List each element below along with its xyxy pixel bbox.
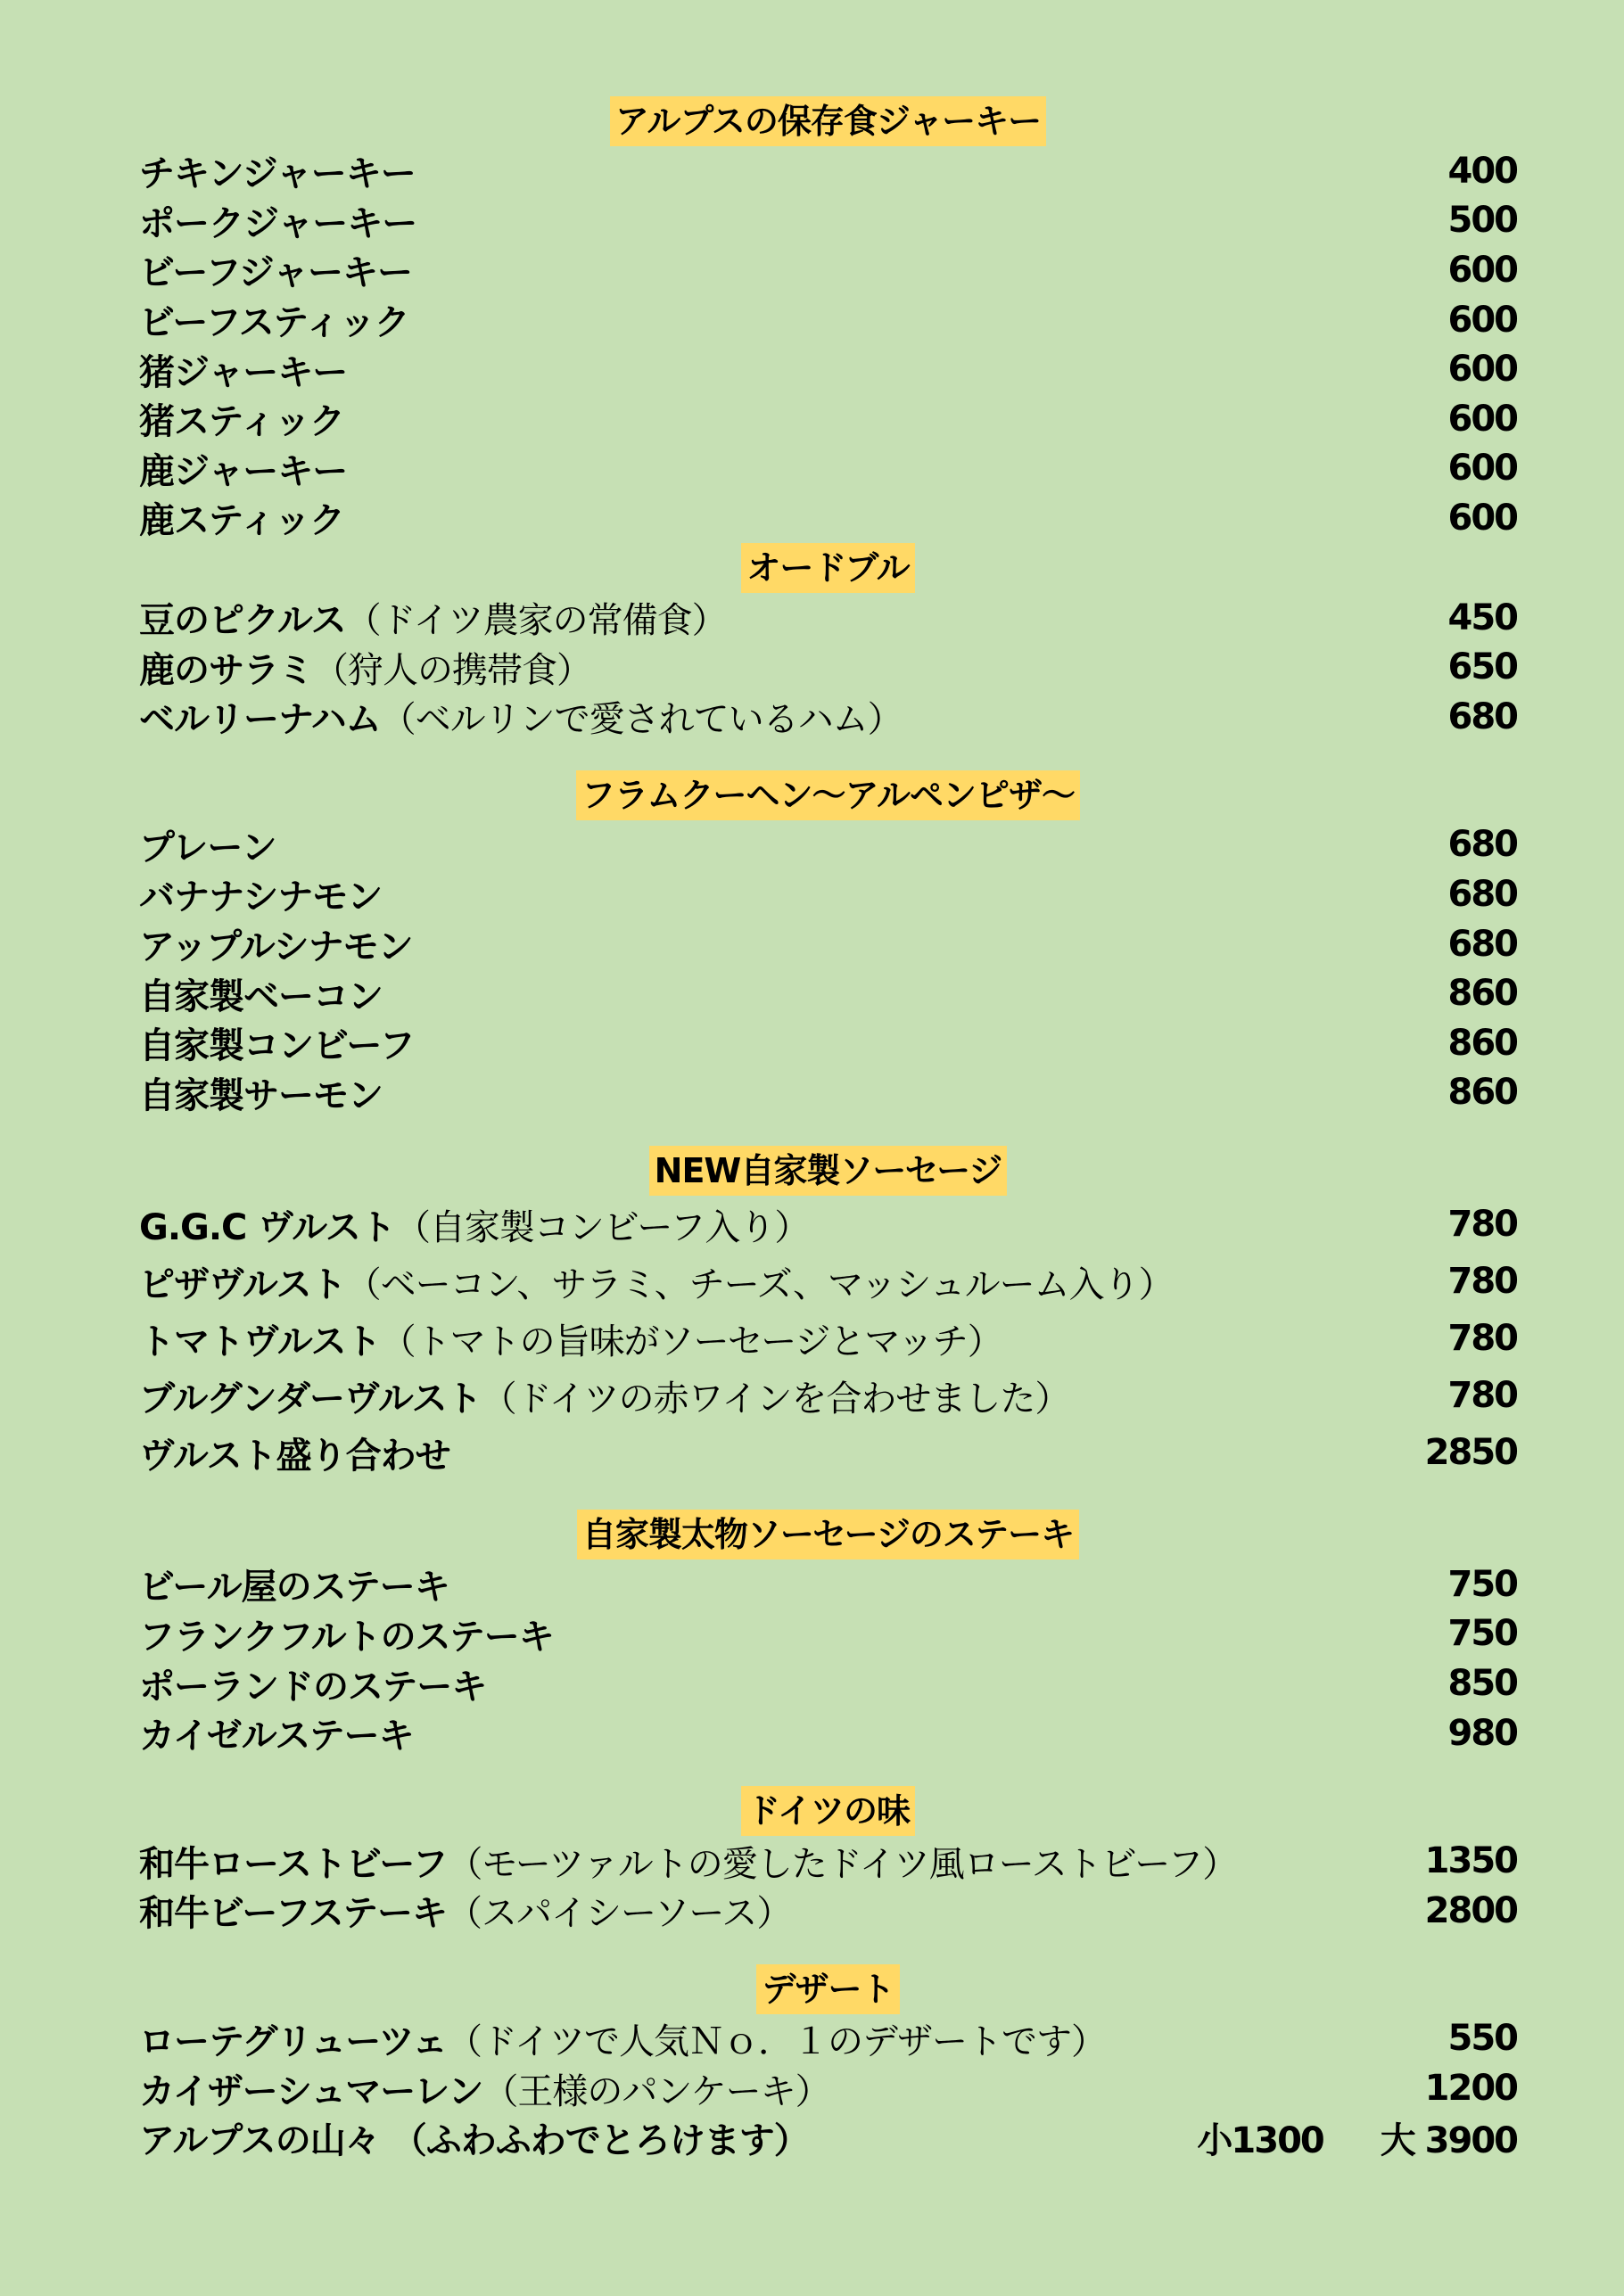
- menu-item: [139, 593, 1517, 643]
- item-name: バナナシナモン: [139, 876, 383, 918]
- menu-item: [139, 1836, 1517, 1886]
- menu-item: [139, 1068, 1517, 1118]
- item-price: 650: [1447, 646, 1517, 688]
- section-title: ドイツの味: [741, 1786, 915, 1836]
- item-name: 自家製ベーコン: [139, 975, 383, 1017]
- menu-item: [139, 1559, 1517, 1609]
- item-price: 600: [1447, 349, 1517, 391]
- item-price: 550: [1447, 2018, 1517, 2060]
- item-price: 780: [1447, 1204, 1517, 1246]
- item-name: ポークジャーキー: [139, 202, 417, 244]
- item-price-large: 大 3900: [1380, 2120, 1517, 2162]
- item-title: アルプスの山々: [139, 2120, 380, 2162]
- item-name: [139, 1885, 791, 1936]
- menu-item: [139, 2014, 1517, 2064]
- section-title: NEW自家製ソーセージ: [649, 1146, 1008, 1196]
- menu-item: [139, 444, 1517, 494]
- menu-item: [139, 1609, 1517, 1659]
- item-title: 豆のピクルス: [139, 600, 346, 642]
- item-description: （王様のパンケーキ）: [482, 2070, 830, 2112]
- section-heading-sausage-steak: [139, 1510, 1517, 1559]
- menu-item: [139, 1367, 1517, 1424]
- item-title: G.G.C ヴルスト: [139, 1206, 395, 1248]
- item-price: 500: [1447, 200, 1517, 242]
- section-heading-dessert: [139, 1964, 1517, 2014]
- section-heading-hors-doeuvre: [139, 543, 1517, 593]
- item-description: （ドイツで人気Ｎｏ．１のデザートです）: [447, 2020, 1106, 2062]
- item-name: [139, 2013, 1106, 2064]
- item-title: ブルグンダーヴルスト: [139, 1378, 482, 1420]
- item-name: カイゼルステーキ: [139, 1716, 414, 1757]
- item-price: 1200: [1424, 2068, 1517, 2110]
- item-title: カイザーシュマーレン: [139, 2070, 483, 2112]
- item-title: ピザヴルスト: [139, 1263, 346, 1305]
- item-description: （ドイツの赤ワインを合わせました）: [481, 1378, 1070, 1420]
- item-description: （自家製コンビーフ入り）: [394, 1206, 810, 1248]
- menu-item: [139, 295, 1517, 345]
- item-price: 450: [1447, 597, 1517, 638]
- item-price: 400: [1447, 150, 1517, 192]
- section-title: オードブル: [741, 543, 914, 593]
- item-name: [139, 1370, 1069, 1421]
- item-description: （ベーコン、サラミ、チーズ、マッシュルーム入り）: [345, 1263, 1174, 1305]
- menu-item: [139, 344, 1517, 394]
- item-name: [139, 691, 903, 742]
- item-name: ポーランドのステーキ: [139, 1666, 487, 1708]
- section-heading-flammkuchen: [139, 770, 1517, 820]
- menu-item: [139, 2063, 1517, 2113]
- section-heading-jerky: [139, 96, 1517, 146]
- item-name: [139, 592, 727, 643]
- item-name: アップルシナモン: [139, 926, 413, 968]
- menu-item: [139, 245, 1517, 295]
- item-price: 600: [1447, 398, 1517, 440]
- item-name: チキンジャーキー: [139, 153, 416, 195]
- item-name: [139, 1836, 1237, 1887]
- menu-item: [139, 1018, 1517, 1068]
- item-price: 600: [1447, 448, 1517, 490]
- item-description: （ベルリンで愛されているハム）: [380, 699, 903, 741]
- item-name: 猪ジャーキー: [139, 351, 348, 393]
- item-price: 750: [1447, 1563, 1517, 1605]
- price-pair: [1197, 2112, 1517, 2163]
- item-description: （トマトの旨味がソーセージとマッチ）: [380, 1321, 1002, 1362]
- item-name: [139, 2112, 809, 2163]
- item-description: （ドイツ農家の常備食）: [345, 600, 727, 642]
- item-price: 860: [1447, 1072, 1517, 1114]
- item-name: プレーン: [139, 827, 276, 868]
- menu-item: [139, 692, 1517, 742]
- item-price: 680: [1447, 695, 1517, 737]
- item-price: 850: [1447, 1663, 1517, 1705]
- menu-item: [139, 493, 1517, 543]
- menu-item: [139, 1886, 1517, 1936]
- item-title: 鹿のサラミ: [139, 649, 313, 691]
- item-price: 780: [1447, 1375, 1517, 1417]
- menu-item: [139, 1424, 1517, 1481]
- item-name: [139, 1256, 1174, 1307]
- menu-item: [139, 1253, 1517, 1310]
- item-description: （ふわふわでとろけます）: [391, 2120, 809, 2162]
- menu-item: [139, 968, 1517, 1018]
- item-title: トマトヴルスト: [139, 1321, 381, 1362]
- item-name: 鹿スティック: [139, 500, 344, 542]
- item-name: フランクフルトのステーキ: [139, 1616, 554, 1658]
- item-name: ビーフスティック: [139, 302, 409, 344]
- menu-item: [139, 1310, 1517, 1367]
- item-description: （スパイシーソース）: [447, 1893, 792, 1935]
- section-heading-german-taste: [139, 1786, 1517, 1836]
- menu-item: [139, 919, 1517, 969]
- menu-item: [139, 196, 1517, 246]
- menu-item: [139, 820, 1517, 870]
- item-price: 600: [1447, 299, 1517, 341]
- item-description: （狩人の携帯食）: [313, 649, 591, 691]
- section-heading-sausage: [139, 1146, 1517, 1196]
- item-price: 600: [1447, 249, 1517, 291]
- item-price: 1350: [1424, 1840, 1517, 1882]
- item-name: 自家製コンビーフ: [139, 1025, 415, 1067]
- item-price: 680: [1447, 923, 1517, 965]
- item-name: [139, 1313, 1002, 1364]
- item-name: ヴルスト盛り合わせ: [139, 1435, 450, 1477]
- item-name: ビール屋のステーキ: [139, 1567, 449, 1609]
- section-title: アルプスの保存食ジャーキー: [610, 96, 1046, 146]
- item-price: 2800: [1424, 1889, 1517, 1931]
- item-price: 780: [1447, 1318, 1517, 1360]
- item-name: 鹿ジャーキー: [139, 450, 348, 492]
- item-title: ベルリーナハム: [139, 699, 381, 741]
- item-description: （モーツァルトの愛したドイツ風ローストビーフ）: [447, 1843, 1238, 1885]
- menu-item: [139, 1708, 1517, 1758]
- section-title: デザート: [756, 1964, 899, 2014]
- item-price: 780: [1447, 1261, 1517, 1303]
- item-price: 860: [1447, 973, 1517, 1015]
- item-name: [139, 2063, 830, 2114]
- section-title: 自家製太物ソーセージのステーキ: [577, 1510, 1079, 1559]
- item-price-small: 小1300: [1197, 2120, 1323, 2162]
- section-title: フラムクーヘン～アルペンピザ～: [576, 770, 1080, 820]
- menu-item: [139, 394, 1517, 444]
- item-price: 860: [1447, 1022, 1517, 1064]
- item-name: ビーフジャーキー: [139, 252, 412, 294]
- item-name: 自家製サーモン: [139, 1074, 383, 1116]
- item-title: ローテグリューツェ: [139, 2020, 447, 2062]
- item-title: 和牛ローストビーフ: [139, 1843, 448, 1885]
- menu-item: [139, 2113, 1517, 2163]
- item-price: 750: [1447, 1613, 1517, 1655]
- menu-item: [139, 1658, 1517, 1708]
- item-price: 980: [1447, 1712, 1517, 1754]
- item-title: 和牛ビーフステーキ: [139, 1893, 447, 1935]
- item-price: 680: [1447, 873, 1517, 915]
- item-name: [139, 642, 591, 693]
- menu-item: [139, 146, 1517, 196]
- menu: [139, 96, 1517, 2162]
- item-name: 猪スティック: [139, 401, 344, 443]
- item-name: [139, 1199, 809, 1250]
- menu-item: [139, 642, 1517, 692]
- item-price: 600: [1447, 497, 1517, 539]
- item-price: 680: [1447, 824, 1517, 866]
- item-price: 2850: [1424, 1432, 1517, 1474]
- menu-item: [139, 869, 1517, 919]
- menu-item: [139, 1196, 1517, 1253]
